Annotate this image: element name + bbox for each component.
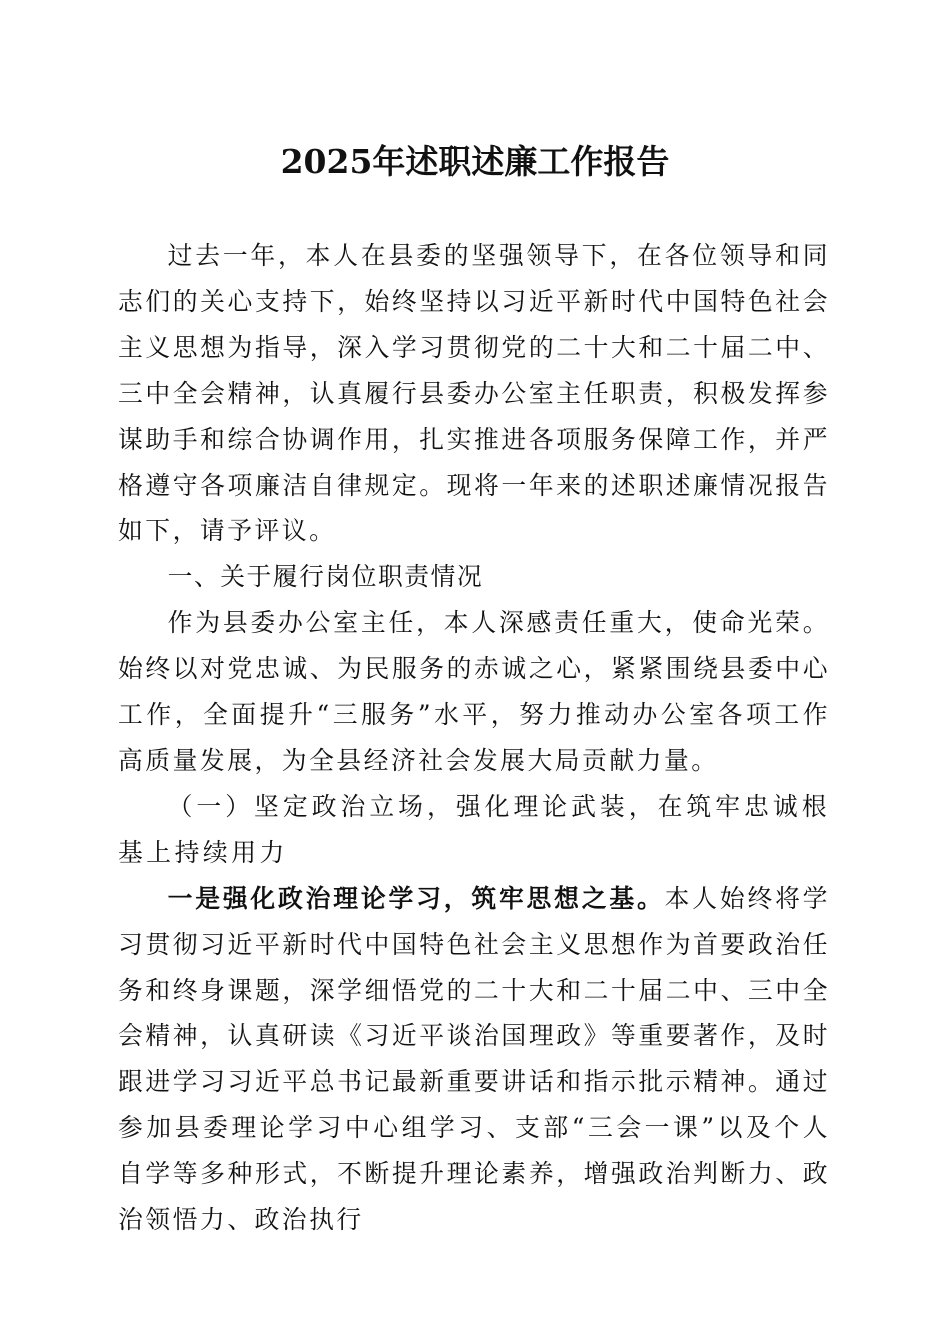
document-body <box>118 233 830 1243</box>
point-lead: 一是强化政治理论学习，筑牢思想之基。 <box>167 883 665 913</box>
section-heading: 一、关于履行岗位职责情况 <box>167 562 484 592</box>
point-paragraph <box>118 876 830 1243</box>
subsection-heading: （一）坚定政治立场，强化理论武装，在筑牢忠诚根基上持续用力 <box>118 791 830 867</box>
document-title: 2025年述职述廉工作报告 <box>280 142 670 181</box>
intro-paragraph: 过去一年，本人在县委的坚强领导下，在各位领导和同志们的关心支持下，始终坚持以习近平新时代中国特色社会主义思想为指导，深入学习贯彻党的二十大和二十届二中、三中全会精神，认真履行县委办公室主任职责，积极发挥参谋助手和综合协调作用，扎实推进各项服务保障工作，并严格遵守各项廉洁自律规定。现将一年来的述职述廉情况报告如下，请予评议。 <box>118 241 830 546</box>
section-paragraph: 作为县委办公室主任，本人深感责任重大，使命光荣。始终以对党忠诚、为民服务的赤诚之心，紧紧围绕县委中心工作，全面提升“三服务”水平，努力推动办公室各项工作高质量发展，为全县经济社会发展大局贡献力量。 <box>118 608 830 775</box>
point-text: 本人始终将学习贯彻习近平新时代中国特色社会主义思想作为首要政治任务和终身课题，深学细悟党的二十大和二十届二中、三中全会精神，认真研读《习近平谈治国理政》等重要著作，及时跟进学习习近平总书记最新重要讲话和指示批示精神。通过参加县委理论学习中心组学习、支部“三会一课”以及个人自学等多种形式，不断提升理论素养，增强政治判断力、政治领悟力、政治执行 <box>118 883 830 1235</box>
